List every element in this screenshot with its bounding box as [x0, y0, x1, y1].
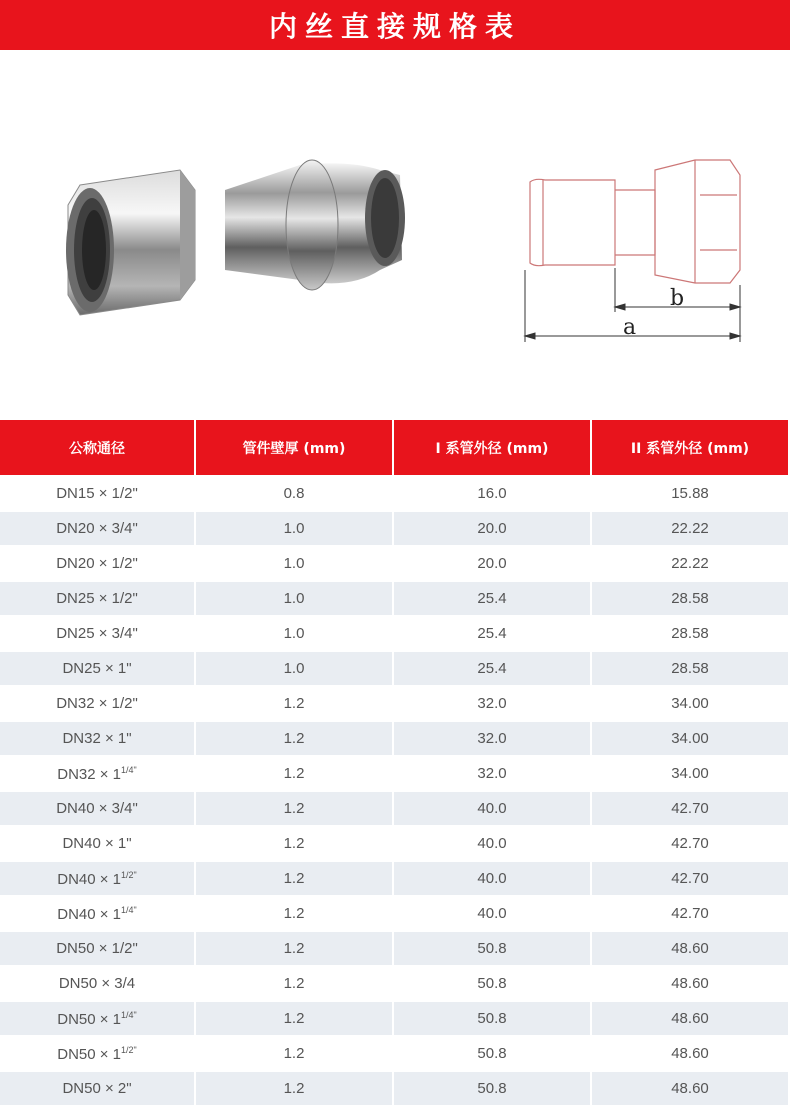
product-photo: [50, 130, 420, 340]
table-row: [0, 512, 788, 545]
diagram-svg: [515, 150, 755, 350]
cell-od-series-1: 40.0: [394, 792, 590, 825]
table-row: [0, 652, 788, 685]
cell-nominal-size: [0, 617, 194, 650]
table-row: [0, 617, 788, 650]
cell-nominal-size: [0, 862, 194, 895]
cell-nominal-size: [0, 477, 194, 510]
cell-od-series-2: 28.58: [592, 617, 788, 650]
cell-od-series-2: 48.60: [592, 967, 788, 1000]
size-text: DN25 × 1": [62, 660, 132, 677]
cell-od-series-2: 22.22: [592, 547, 788, 580]
cell-wall-thickness: 1.0: [196, 617, 392, 650]
table-row: [0, 582, 788, 615]
cell-od-series-1: 25.4: [394, 652, 590, 685]
cell-od-series-2: 28.58: [592, 652, 788, 685]
cell-nominal-size: [0, 512, 194, 545]
size-text: DN32 × 1/2": [56, 695, 138, 712]
cell-od-series-2: 48.60: [592, 1002, 788, 1035]
cell-od-series-1: 40.0: [394, 827, 590, 860]
cell-wall-thickness: 1.2: [196, 687, 392, 720]
table-row: [0, 722, 788, 755]
table-row: [0, 897, 788, 930]
cell-od-series-2: 48.60: [592, 1072, 788, 1105]
cell-od-series-1: 50.8: [394, 1002, 590, 1035]
size-text: DN32 × 1: [57, 765, 122, 783]
cell-wall-thickness: 1.0: [196, 582, 392, 615]
table-row: [0, 862, 788, 895]
cell-od-series-2: 34.00: [592, 687, 788, 720]
cell-od-series-2: 42.70: [592, 792, 788, 825]
cell-wall-thickness: 1.2: [196, 1002, 392, 1035]
size-text: DN40 × 1: [57, 905, 122, 923]
size-text: DN15 × 1/2": [56, 485, 138, 502]
cell-wall-thickness: 1.2: [196, 1037, 392, 1070]
cell-od-series-1: 25.4: [394, 582, 590, 615]
cell-od-series-1: 50.8: [394, 967, 590, 1000]
size-text: DN50 × 3/4: [58, 975, 136, 992]
size-text: DN25 × 3/4": [56, 625, 138, 642]
cell-od-series-1: 25.4: [394, 617, 590, 650]
cell-od-series-1: 16.0: [394, 477, 590, 510]
spec-table: [0, 418, 790, 1107]
header-nominal-size: 公称通径: [0, 420, 194, 475]
cell-wall-thickness: 1.2: [196, 827, 392, 860]
size-text: DN20 × 3/4": [56, 520, 138, 537]
table-header-row: [0, 420, 788, 475]
size-superscript: 1/4": [121, 904, 137, 915]
cell-od-series-1: 50.8: [394, 1037, 590, 1070]
cell-wall-thickness: 1.2: [196, 792, 392, 825]
cell-wall-thickness: 1.2: [196, 897, 392, 930]
cell-wall-thickness: 1.0: [196, 512, 392, 545]
header-od-series-1: I 系管外径 (mm): [394, 420, 590, 475]
dim-label-b: b: [670, 286, 685, 311]
page-title: 内丝直接规格表: [268, 10, 521, 43]
cell-od-series-1: 40.0: [394, 862, 590, 895]
cell-od-series-1: 20.0: [394, 512, 590, 545]
cell-nominal-size: [0, 1037, 194, 1070]
size-text: DN50 × 1: [57, 1045, 122, 1063]
cell-od-series-2: 42.70: [592, 897, 788, 930]
cell-od-series-1: 32.0: [394, 687, 590, 720]
cell-od-series-2: 48.60: [592, 932, 788, 965]
size-text: DN20 × 1/2": [56, 555, 138, 572]
header-wall-thickness: 管件壁厚 (mm): [196, 420, 392, 475]
cell-od-series-1: 20.0: [394, 547, 590, 580]
size-text: DN40 × 1": [62, 835, 132, 852]
cell-od-series-1: 50.8: [394, 1072, 590, 1105]
table-row: [0, 1037, 788, 1070]
cell-wall-thickness: 1.2: [196, 757, 392, 790]
cell-od-series-1: 32.0: [394, 722, 590, 755]
cell-wall-thickness: 1.2: [196, 722, 392, 755]
dimension-diagram: [515, 150, 755, 350]
cell-nominal-size: [0, 932, 194, 965]
cell-od-series-2: 28.58: [592, 582, 788, 615]
dim-label-a: a: [623, 315, 637, 340]
size-text: DN50 × 1/2": [56, 940, 138, 957]
cell-od-series-2: 34.00: [592, 722, 788, 755]
cell-wall-thickness: 1.2: [196, 932, 392, 965]
cell-nominal-size: [0, 792, 194, 825]
size-superscript: 1/4": [121, 764, 137, 775]
table-row: [0, 1072, 788, 1105]
size-text: DN32 × 1": [62, 730, 132, 747]
cell-wall-thickness: 1.0: [196, 547, 392, 580]
table-row: [0, 757, 788, 790]
size-superscript: 1/2": [121, 869, 137, 880]
cell-nominal-size: [0, 722, 194, 755]
table-row: [0, 932, 788, 965]
table-row: [0, 477, 788, 510]
cell-nominal-size: [0, 757, 194, 790]
cell-wall-thickness: 1.2: [196, 1072, 392, 1105]
cell-od-series-1: 50.8: [394, 932, 590, 965]
cell-nominal-size: [0, 652, 194, 685]
cell-od-series-2: 22.22: [592, 512, 788, 545]
cell-od-series-2: 15.88: [592, 477, 788, 510]
cell-od-series-1: 40.0: [394, 897, 590, 930]
cell-nominal-size: [0, 582, 194, 615]
cell-nominal-size: [0, 1002, 194, 1035]
table-row: [0, 687, 788, 720]
size-text: DN25 × 1/2": [56, 590, 138, 607]
cell-nominal-size: [0, 687, 194, 720]
size-text: DN40 × 1: [57, 870, 122, 888]
cell-nominal-size: [0, 827, 194, 860]
size-text: DN40 × 3/4": [56, 800, 138, 817]
table-body: [0, 477, 788, 1105]
cell-od-series-2: 42.70: [592, 862, 788, 895]
size-text: DN50 × 1: [57, 1010, 122, 1028]
cell-od-series-2: 42.70: [592, 827, 788, 860]
cell-wall-thickness: 1.0: [196, 652, 392, 685]
size-superscript: 1/2": [121, 1044, 137, 1055]
cell-od-series-1: 32.0: [394, 757, 590, 790]
fitting-illustration: [50, 130, 420, 340]
title-banner: [0, 0, 790, 50]
size-superscript: 1/4": [121, 1009, 137, 1020]
table-row: [0, 827, 788, 860]
cell-od-series-2: 48.60: [592, 1037, 788, 1070]
cell-nominal-size: [0, 547, 194, 580]
cell-nominal-size: [0, 1072, 194, 1105]
table-row: [0, 792, 788, 825]
header-od-series-2: II 系管外径 (mm): [592, 420, 788, 475]
cell-wall-thickness: 0.8: [196, 477, 392, 510]
table-row: [0, 967, 788, 1000]
size-text: DN50 × 2": [62, 1080, 132, 1097]
cell-wall-thickness: 1.2: [196, 967, 392, 1000]
spec-table-container: [0, 418, 790, 1107]
cell-wall-thickness: 1.2: [196, 862, 392, 895]
cell-od-series-2: 34.00: [592, 757, 788, 790]
cell-nominal-size: [0, 967, 194, 1000]
table-row: [0, 547, 788, 580]
cell-nominal-size: [0, 897, 194, 930]
table-row: [0, 1002, 788, 1035]
